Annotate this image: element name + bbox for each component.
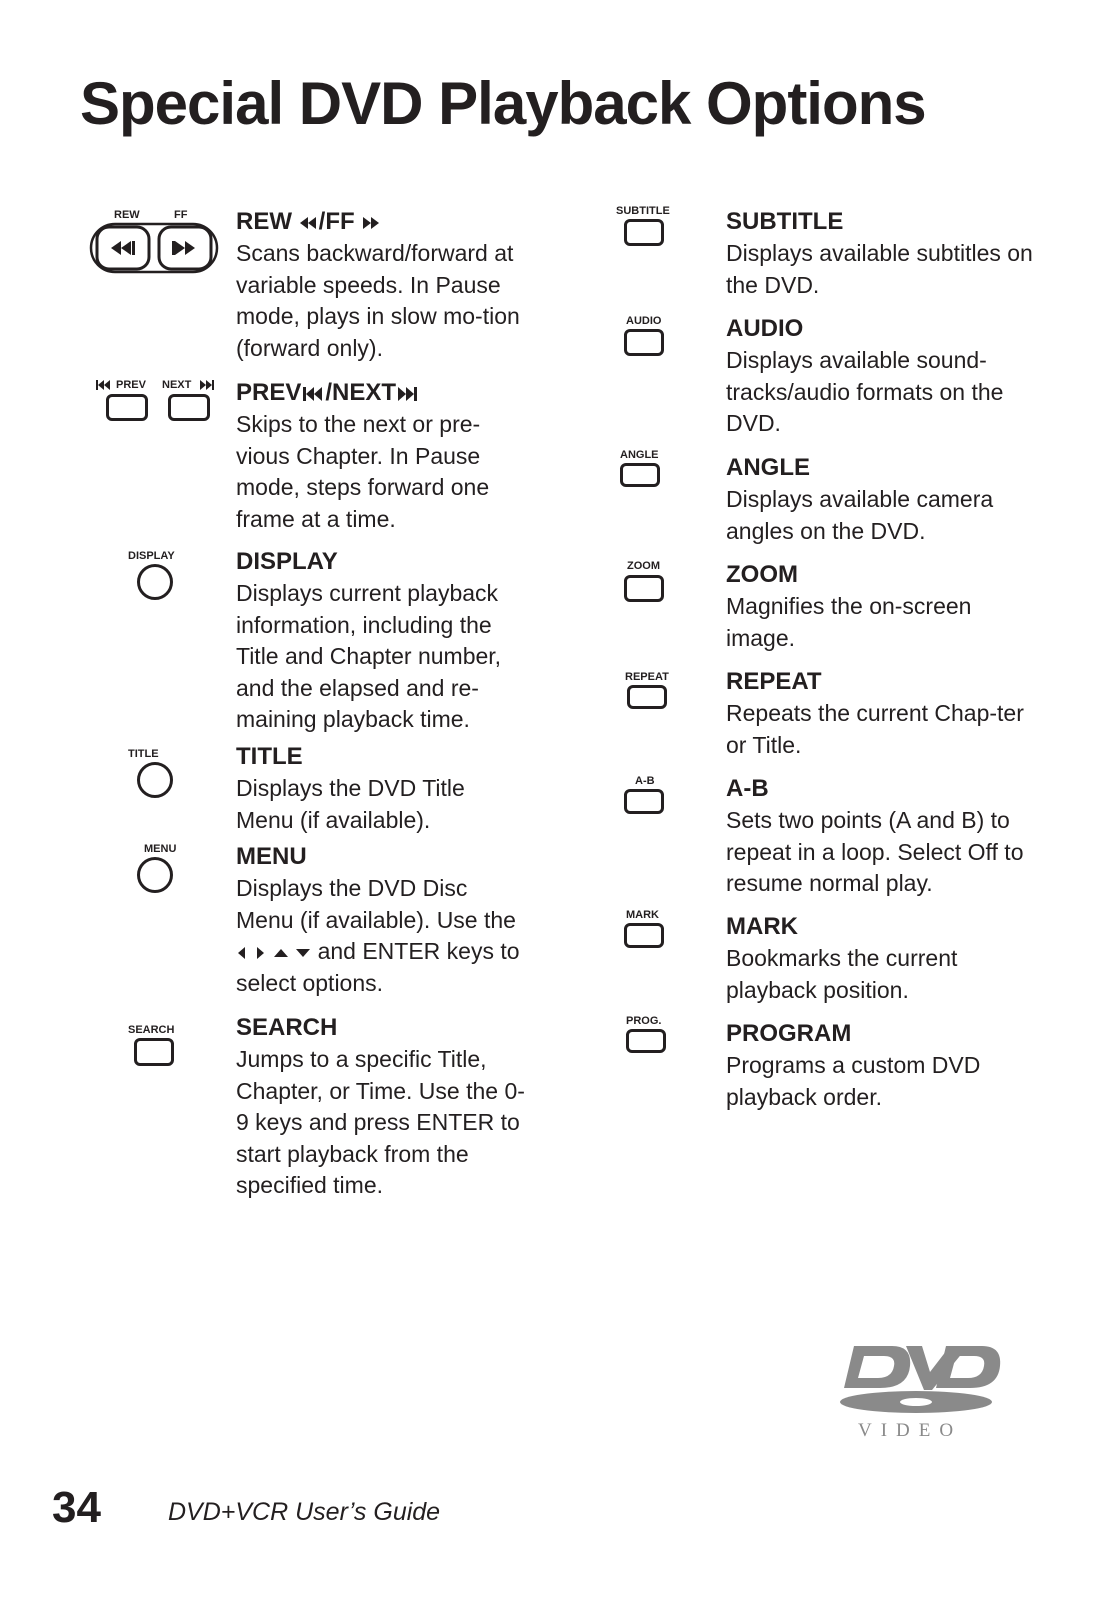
- title-button-label: TITLE: [128, 748, 159, 760]
- arrow-right-icon: [254, 946, 266, 960]
- entry-heading: SUBTITLE: [726, 208, 844, 235]
- search-button-label: SEARCH: [128, 1024, 175, 1036]
- ff-button[interactable]: [159, 227, 211, 269]
- dvd-video-logo: [836, 1340, 1006, 1455]
- entry-heading: SEARCH: [236, 1014, 338, 1041]
- entry-text: Programs a custom DVD playback order.: [726, 1052, 981, 1110]
- display-button-label: DISPLAY: [128, 550, 175, 562]
- entry-angle: [726, 452, 1056, 547]
- entry-display: [236, 546, 556, 736]
- entry-heading: REPEAT: [726, 668, 822, 695]
- entry-prev-next: [236, 377, 556, 535]
- entry-menu: [236, 841, 556, 999]
- entry-heading: A-B: [726, 775, 769, 802]
- prog-button-label: PROG.: [626, 1015, 662, 1027]
- prog-button[interactable]: [626, 1029, 666, 1053]
- entry-search: [236, 1012, 556, 1202]
- next-button[interactable]: [168, 394, 210, 421]
- search-button[interactable]: [134, 1038, 174, 1066]
- prev-button-label: PREV: [116, 379, 146, 391]
- arrow-left-icon: [236, 946, 248, 960]
- mark-button-label: MARK: [626, 909, 659, 921]
- entry-text: Sets two points (A and B) to repeat in a loop. Select Off to resume normal play.: [726, 807, 1024, 896]
- entry-text: Scans backward/forward at variable speeds. In Pause mode, plays in slow mo-tion (forward only).: [236, 240, 520, 361]
- audio-button[interactable]: [624, 329, 664, 356]
- entry-text: Displays available subtitles on the DVD.: [726, 240, 1033, 298]
- entry-text: Displays the DVD Title Menu (if available).: [236, 775, 465, 833]
- prev-button[interactable]: [106, 394, 148, 421]
- skip-forward-icon: [200, 380, 218, 390]
- entry-ab: [726, 773, 1056, 900]
- entry-text: Magnifies the on-screen image.: [726, 593, 972, 651]
- entry-zoom: [726, 559, 1056, 654]
- entry-text: Displays available sound-tracks/audio formats on the DVD.: [726, 347, 1004, 436]
- entry-heading: DISPLAY: [236, 548, 338, 575]
- zoom-button-label: ZOOM: [627, 560, 660, 572]
- subtitle-button[interactable]: [624, 219, 664, 246]
- entry-text: Jumps to a specific Title, Chapter, or Time. Use the 0-9 keys and press ENTER to start playback from the specified time.: [236, 1046, 525, 1198]
- guide-title: DVD+VCR User’s Guide: [168, 1498, 441, 1526]
- arrow-down-icon: [295, 947, 311, 959]
- entry-subtitle: [726, 206, 1056, 301]
- entry-heading: MENU: [236, 843, 307, 870]
- title-button[interactable]: [137, 762, 173, 798]
- dvd-logo-text: VIDEO: [858, 1420, 963, 1441]
- ab-button-label: A-B: [635, 775, 655, 787]
- rew-button-label: REW: [114, 209, 140, 221]
- next-button-label: NEXT: [162, 379, 192, 391]
- entry-heading: ZOOM: [726, 561, 798, 588]
- page-title: Special DVD Playback Options: [80, 70, 926, 137]
- skip-back-icon: [96, 380, 114, 390]
- subtitle-button-label: SUBTITLE: [616, 205, 670, 217]
- entry-audio: [726, 313, 1056, 440]
- entry-heading: REW /FF: [236, 206, 556, 238]
- entry-repeat: [726, 666, 1056, 761]
- ff-button-label: FF: [174, 209, 188, 221]
- ab-button[interactable]: [624, 789, 664, 814]
- audio-button-label: AUDIO: [626, 315, 662, 327]
- page-number: 34: [52, 1483, 101, 1532]
- rew-ff-button-group: [88, 206, 220, 274]
- menu-button[interactable]: [137, 857, 173, 893]
- prev-next-button-group: [96, 378, 220, 428]
- entry-mark: [726, 911, 1056, 1006]
- zoom-button[interactable]: [624, 575, 664, 602]
- rew-ff-button-graphic: [88, 220, 220, 276]
- menu-button-label: MENU: [144, 843, 177, 855]
- angle-button[interactable]: [620, 463, 660, 487]
- entry-title: [236, 741, 556, 836]
- entry-program: [726, 1018, 1056, 1113]
- entry-text: Displays available camera angles on the DVD.: [726, 486, 994, 544]
- entry-heading: MARK: [726, 913, 798, 940]
- skip-back-icon: [301, 386, 325, 402]
- entry-rew-ff: [236, 206, 556, 364]
- angle-button-label: ANGLE: [620, 449, 659, 461]
- entry-heading: PREV /NEXT: [236, 377, 556, 409]
- entry-heading: AUDIO: [726, 315, 804, 342]
- fast-forward-icon: [361, 216, 381, 230]
- entry-text: Skips to the next or pre-vious Chapter. In Pause mode, steps forward one frame at a time.: [236, 411, 490, 532]
- entry-text: Displays the DVD Disc Menu (if available). Use the and ENTER keys to select options.: [236, 875, 520, 996]
- entry-heading: ANGLE: [726, 454, 810, 481]
- repeat-button[interactable]: [627, 685, 667, 709]
- entry-heading: TITLE: [236, 743, 303, 770]
- display-button[interactable]: [137, 564, 173, 600]
- entry-text: Repeats the current Chap-ter or Title.: [726, 700, 1024, 758]
- skip-forward-icon: [396, 386, 420, 402]
- entry-heading: PROGRAM: [726, 1020, 852, 1047]
- arrow-up-icon: [273, 947, 289, 959]
- entry-text: Bookmarks the current playback position.: [726, 945, 958, 1003]
- rewind-icon: [299, 216, 319, 230]
- repeat-button-label: REPEAT: [625, 671, 669, 683]
- mark-button[interactable]: [624, 923, 664, 948]
- rew-button[interactable]: [97, 227, 149, 269]
- entry-text: Displays current playback information, including the Title and Chapter number, and the elapsed and re-maining playback time.: [236, 580, 502, 732]
